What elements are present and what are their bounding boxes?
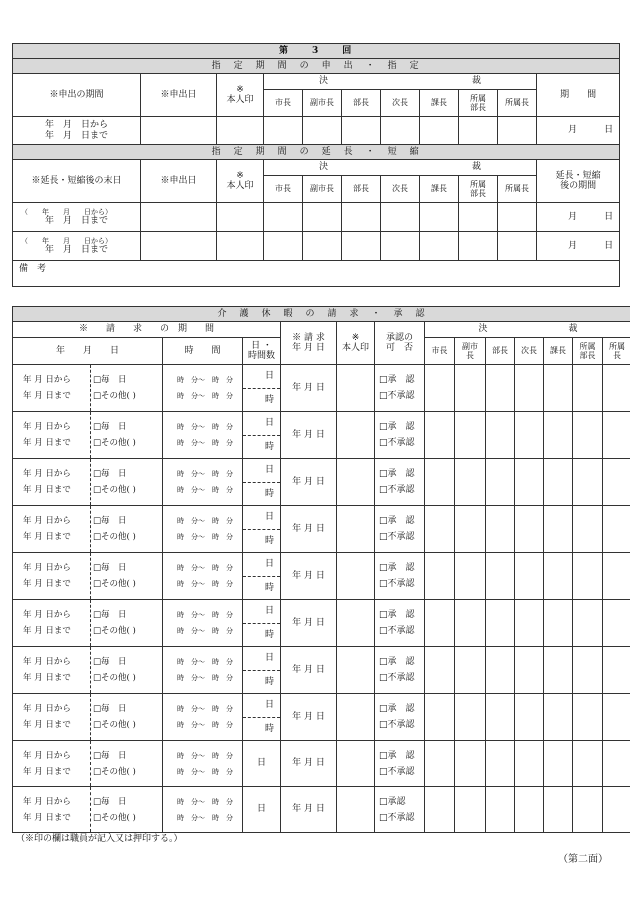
stamp-cell[interactable] (381, 117, 420, 145)
checkbox-other[interactable]: □その他( ) (93, 626, 136, 636)
approver-dept-director: 所属 部長 (459, 176, 498, 203)
period-option[interactable] (91, 741, 163, 787)
stamp-cell[interactable] (544, 365, 573, 412)
stamp-cell[interactable] (498, 203, 537, 232)
checkbox-other[interactable]: □その他( ) (93, 766, 136, 777)
period-option[interactable] (91, 412, 163, 459)
request-row (13, 694, 630, 741)
time-range[interactable]: 時 分～ 時 分 時 分～ 時 分 (163, 365, 243, 412)
footnote: （※印の欄は職員が記入又は押印する。） (16, 834, 183, 844)
seal-cell[interactable] (337, 647, 375, 694)
stamp-cell[interactable] (264, 117, 303, 145)
period-dates[interactable]: 年 月 日から 年 月 日まで (13, 412, 91, 459)
duration-cell[interactable]: 月 日 (537, 203, 620, 232)
request-date-cell[interactable]: 年 月 日 (281, 647, 337, 694)
approval-choice[interactable] (375, 412, 425, 459)
stamp-cell[interactable] (303, 117, 342, 145)
stamp-cell[interactable] (498, 117, 537, 145)
stamp-cell[interactable] (486, 694, 515, 741)
checkbox-daily[interactable]: □毎 日 (93, 375, 127, 385)
checkbox-other[interactable]: □その他( ) (93, 812, 136, 823)
header-seal: ※ 本人印 (217, 160, 264, 203)
time-range[interactable]: 時 分～ 時 分 時 分～ 時 分 (163, 553, 243, 600)
time-range[interactable]: 時 分～ 時 分 時 分～ 時 分 (163, 647, 243, 694)
header-request-date: ※申出日 (141, 74, 217, 117)
checkbox-daily[interactable]: □毎 日 (93, 657, 127, 667)
stamp-cell[interactable] (515, 694, 544, 741)
stamp-cell[interactable] (544, 741, 573, 787)
period-option[interactable] (91, 600, 163, 647)
header-extended-period: 延長・短縮 後の期間 (537, 160, 620, 203)
period-dates[interactable]: 年 月 日から 年 月 日まで (13, 787, 91, 833)
header-request-period: ※ 請 求 の 期 間 (13, 322, 281, 338)
stamp-cell[interactable] (303, 232, 342, 261)
time-range[interactable]: 時 分～ 時 分 時 分～ 時 分 (163, 600, 243, 647)
seal-cell[interactable] (217, 117, 264, 145)
request-rows (13, 365, 630, 833)
stamp-cell[interactable] (573, 600, 603, 647)
time-range[interactable]: 時 分～ 時 分 時 分～ 時 分 (163, 741, 243, 787)
period-cell[interactable]: 年 月 日から 年 月 日まで (13, 117, 141, 145)
stamp-cell[interactable] (515, 459, 544, 506)
stamp-cell[interactable] (573, 459, 603, 506)
period-option[interactable] (91, 365, 163, 412)
seal-cell[interactable] (337, 459, 375, 506)
approver-deputy-mayor: 副市長 (303, 90, 342, 117)
stamp-cell[interactable] (455, 459, 486, 506)
stamp-cell[interactable] (603, 459, 630, 506)
approver-mayor: 市長 (264, 90, 303, 117)
period-dates[interactable]: 年 月 日から 年 月 日まで (13, 553, 91, 600)
date-cell[interactable] (141, 232, 217, 261)
stamp-cell[interactable] (498, 232, 537, 261)
stamp-cell[interactable] (455, 365, 486, 412)
request-date-cell[interactable]: 年 月 日 (281, 787, 337, 833)
approver-section-chief: 課長 (420, 90, 459, 117)
stamp-cell[interactable] (455, 412, 486, 459)
checkbox-approve[interactable]: □承 認 (379, 469, 415, 479)
request-date-cell[interactable]: 年 月 日 (281, 506, 337, 553)
approver-dept-director: 所属 部長 (573, 338, 603, 365)
checkbox-daily[interactable]: □毎 日 (93, 563, 127, 573)
stamp-cell[interactable] (603, 412, 630, 459)
stamp-cell[interactable] (459, 232, 498, 261)
stamp-cell[interactable] (425, 506, 455, 553)
stamp-cell[interactable] (455, 787, 486, 833)
stamp-cell[interactable] (455, 647, 486, 694)
stamp-cell[interactable] (573, 506, 603, 553)
header-decision: 決 裁 (425, 322, 630, 338)
checkbox-daily[interactable]: □毎 日 (93, 610, 127, 620)
duration-cell[interactable]: 月 日 (537, 117, 620, 145)
stamp-cell[interactable] (425, 365, 455, 412)
seal-cell[interactable] (337, 506, 375, 553)
stamp-cell[interactable] (342, 117, 381, 145)
stamp-cell[interactable] (455, 694, 486, 741)
stamp-cell[interactable] (573, 787, 603, 833)
stamp-cell[interactable] (455, 553, 486, 600)
checkbox-other[interactable]: □その他( ) (93, 673, 136, 683)
stamp-cell[interactable] (603, 647, 630, 694)
approver-unit-head: 所属 長 (603, 338, 630, 365)
request-row (13, 787, 630, 833)
stamp-cell[interactable] (425, 741, 455, 787)
approval-choice[interactable] (375, 787, 425, 833)
stamp-cell[interactable] (573, 412, 603, 459)
stamp-cell[interactable] (342, 203, 381, 232)
stamp-cell[interactable] (459, 203, 498, 232)
stamp-cell[interactable] (381, 203, 420, 232)
request-date-cell[interactable]: 年 月 日 (281, 741, 337, 787)
approver-deputy-director: 次長 (381, 176, 420, 203)
checkbox-other[interactable]: □その他( ) (93, 720, 136, 730)
stamp-cell[interactable] (515, 647, 544, 694)
request-row (13, 600, 630, 647)
approver-mayor: 市長 (264, 176, 303, 203)
stamp-cell[interactable] (425, 600, 455, 647)
period-dates[interactable]: 年 月 日から 年 月 日まで (13, 506, 91, 553)
approver-dept-director: 所属 部長 (459, 90, 498, 117)
days-hours-cell[interactable]: 日 時 (243, 553, 281, 600)
request-row (13, 553, 630, 600)
care-leave-title: 介 護 休 暇 の 請 求 ・ 承 認 (13, 307, 630, 322)
stamp-cell[interactable] (603, 365, 630, 412)
days-hours-cell[interactable]: 日 時 (243, 694, 281, 741)
header-request-date: ※申出日 (141, 160, 217, 203)
stamp-cell[interactable] (544, 600, 573, 647)
header-seal: ※ 本人印 (337, 322, 375, 365)
period-option[interactable] (91, 694, 163, 741)
stamp-cell[interactable] (515, 365, 544, 412)
approver-deputy-director: 次長 (381, 90, 420, 117)
request-date-cell[interactable]: 年 月 日 (281, 459, 337, 506)
stamp-cell[interactable] (603, 600, 630, 647)
stamp-cell[interactable] (420, 117, 459, 145)
period-option[interactable] (91, 506, 163, 553)
approval-choice[interactable] (375, 694, 425, 741)
approval-choice[interactable] (375, 459, 425, 506)
header-days-hours: 日 ・ 時間数 (243, 338, 281, 365)
checkbox-approve[interactable]: □承 認 (379, 610, 415, 620)
stamp-cell[interactable] (264, 232, 303, 261)
approver-unit-head: 所属長 (498, 90, 537, 117)
stamp-cell[interactable] (486, 459, 515, 506)
approver-mayor: 市長 (425, 338, 455, 365)
approver-section-chief: 課長 (420, 176, 459, 203)
period-dates[interactable]: 年 月 日から 年 月 日まで (13, 600, 91, 647)
checkbox-reject[interactable]: □不承認 (379, 812, 415, 823)
stamp-cell[interactable] (515, 506, 544, 553)
checkbox-other[interactable]: □その他( ) (93, 485, 136, 495)
checkbox-reject[interactable]: □不承認 (379, 579, 415, 589)
request-date-cell[interactable]: 年 月 日 (281, 553, 337, 600)
period-option[interactable] (91, 787, 163, 833)
stamp-cell[interactable] (515, 600, 544, 647)
approver-deputy-mayor: 副市長 (303, 176, 342, 203)
stamp-cell[interactable] (486, 412, 515, 459)
request-row (13, 412, 630, 459)
days-hours-cell[interactable]: 日 時 (243, 506, 281, 553)
checkbox-reject[interactable]: □不承認 (379, 391, 415, 401)
days-hours-cell[interactable]: 日 (243, 741, 281, 787)
stamp-cell[interactable] (342, 232, 381, 261)
date-cell[interactable] (141, 117, 217, 145)
stamp-cell[interactable] (425, 647, 455, 694)
stamp-cell[interactable] (515, 553, 544, 600)
header-duration: 期 間 (537, 74, 620, 117)
period-dates[interactable]: 年 月 日から 年 月 日まで (13, 459, 91, 506)
stamp-cell[interactable] (486, 600, 515, 647)
stamp-cell[interactable] (573, 694, 603, 741)
checkbox-reject[interactable]: □不承認 (379, 532, 415, 542)
stamp-cell[interactable] (515, 741, 544, 787)
days-hours-cell[interactable]: 日 時 (243, 459, 281, 506)
header-date: 年 月 日 (13, 338, 163, 365)
request-row (13, 365, 630, 412)
stamp-cell[interactable] (544, 647, 573, 694)
request-row (13, 741, 630, 787)
stamp-cell[interactable] (603, 694, 630, 741)
seal-cell[interactable] (337, 365, 375, 412)
stamp-cell[interactable] (544, 553, 573, 600)
seal-cell[interactable] (217, 232, 264, 261)
stamp-cell[interactable] (603, 553, 630, 600)
page-label: （第二面） (558, 854, 608, 865)
stamp-cell[interactable] (303, 203, 342, 232)
date-cell[interactable] (141, 203, 217, 232)
checkbox-reject[interactable]: □不承認 (379, 766, 415, 777)
stamp-cell[interactable] (544, 459, 573, 506)
stamp-cell[interactable] (515, 412, 544, 459)
stamp-cell[interactable] (603, 506, 630, 553)
header-request-date: ※ 請 求 年 月 日 (281, 322, 337, 365)
stamp-cell[interactable] (486, 365, 515, 412)
period-option[interactable] (91, 553, 163, 600)
stamp-cell[interactable] (425, 694, 455, 741)
checkbox-daily[interactable]: □毎 日 (93, 796, 127, 807)
days-hours-cell[interactable]: 日 時 (243, 600, 281, 647)
time-range[interactable]: 時 分～ 時 分 時 分～ 時 分 (163, 787, 243, 833)
checkbox-reject[interactable]: □不承認 (379, 720, 415, 730)
approver-section-chief: 課長 (544, 338, 573, 365)
checkbox-other[interactable]: □その他( ) (93, 391, 136, 401)
approver-director: 部長 (486, 338, 515, 365)
days-hours-cell[interactable]: 日 時 (243, 365, 281, 412)
approval-choice[interactable] (375, 647, 425, 694)
stamp-cell[interactable] (455, 600, 486, 647)
time-range[interactable]: 時 分～ 時 分 時 分～ 時 分 (163, 694, 243, 741)
seal-cell[interactable] (337, 600, 375, 647)
stamp-cell[interactable] (486, 506, 515, 553)
stamp-cell[interactable] (486, 647, 515, 694)
stamp-cell[interactable] (459, 117, 498, 145)
checkbox-other[interactable]: □その他( ) (93, 438, 136, 448)
seal-cell[interactable] (217, 203, 264, 232)
stamp-cell[interactable] (515, 787, 544, 833)
stamp-cell[interactable] (544, 506, 573, 553)
stamp-cell[interactable] (544, 787, 573, 833)
seal-cell[interactable] (337, 694, 375, 741)
extension-period-cell[interactable]: （ 年 月 日から） 年 月 日まで (13, 232, 141, 261)
checkbox-approve[interactable]: □承 認 (379, 704, 415, 714)
stamp-cell[interactable] (425, 459, 455, 506)
time-range[interactable]: 時 分～ 時 分 時 分～ 時 分 (163, 459, 243, 506)
approval-choice[interactable] (375, 553, 425, 600)
designation-table (12, 43, 620, 287)
extension-period-cell[interactable]: （ 年 月 日から） 年 月 日まで (13, 203, 141, 232)
checkbox-reject[interactable]: □不承認 (379, 626, 415, 636)
period-option[interactable] (91, 459, 163, 506)
seal-cell[interactable] (337, 412, 375, 459)
checkbox-daily[interactable]: □毎 日 (93, 704, 127, 714)
approval-choice[interactable] (375, 600, 425, 647)
request-row (13, 647, 630, 694)
section-designation-title: 指 定 期 間 の 申 出 ・ 指 定 (13, 59, 620, 74)
checkbox-approve[interactable]: □承 認 (379, 422, 415, 432)
duration-cell[interactable]: 月 日 (537, 232, 620, 261)
header-approval: 承認の 可 否 (375, 322, 425, 365)
stamp-cell[interactable] (486, 741, 515, 787)
approver-unit-head: 所属長 (498, 176, 537, 203)
header-time: 時 間 (163, 338, 243, 365)
stamp-cell[interactable] (425, 412, 455, 459)
checkbox-approve[interactable]: □承 認 (379, 750, 415, 761)
header-seal: ※ 本人印 (217, 74, 264, 117)
stamp-cell[interactable] (425, 553, 455, 600)
header-request-period: ※申出の期間 (13, 74, 141, 117)
stamp-cell[interactable] (573, 741, 603, 787)
request-row (13, 506, 630, 553)
stamp-cell[interactable] (420, 232, 459, 261)
stamp-cell[interactable] (486, 553, 515, 600)
approver-deputy-mayor: 副市 長 (455, 338, 486, 365)
period-dates[interactable]: 年 月 日から 年 月 日まで (13, 365, 91, 412)
stamp-cell[interactable] (544, 412, 573, 459)
stamp-cell[interactable] (603, 741, 630, 787)
seal-cell[interactable] (337, 553, 375, 600)
remarks-field[interactable]: 備 考 (13, 261, 620, 287)
seal-cell[interactable] (337, 741, 375, 787)
stamp-cell[interactable] (381, 232, 420, 261)
stamp-cell[interactable] (573, 647, 603, 694)
checkbox-reject[interactable]: □不承認 (379, 673, 415, 683)
checkbox-daily[interactable]: □毎 日 (93, 516, 127, 526)
stamp-cell[interactable] (573, 553, 603, 600)
days-hours-cell[interactable]: 日 (243, 787, 281, 833)
time-range[interactable]: 時 分～ 時 分 時 分～ 時 分 (163, 506, 243, 553)
checkbox-approve[interactable]: □承 認 (379, 375, 415, 385)
checkbox-approve[interactable]: □承 認 (379, 563, 415, 573)
request-date-cell[interactable]: 年 月 日 (281, 365, 337, 412)
header-decision: 決 裁 (264, 160, 537, 176)
days-hours-cell[interactable]: 日 時 (243, 647, 281, 694)
request-date-cell[interactable]: 年 月 日 (281, 694, 337, 741)
period-dates[interactable]: 年 月 日から 年 月 日まで (13, 741, 91, 787)
round-title: 第 3 回 (13, 44, 620, 59)
checkbox-reject[interactable]: □不承認 (379, 438, 415, 448)
checkbox-approve[interactable]: □承 認 (379, 516, 415, 526)
checkbox-other[interactable]: □その他( ) (93, 532, 136, 542)
approval-choice[interactable] (375, 506, 425, 553)
seal-cell[interactable] (337, 787, 375, 833)
approver-director: 部長 (342, 90, 381, 117)
checkbox-approve[interactable]: □承認 (379, 796, 406, 807)
days-hours-cell[interactable]: 日 時 (243, 412, 281, 459)
time-range[interactable]: 時 分～ 時 分 時 分～ 時 分 (163, 412, 243, 459)
period-dates[interactable]: 年 月 日から 年 月 日まで (13, 694, 91, 741)
period-dates[interactable]: 年 月 日から 年 月 日まで (13, 647, 91, 694)
request-date-cell[interactable]: 年 月 日 (281, 600, 337, 647)
checkbox-approve[interactable]: □承 認 (379, 657, 415, 667)
approver-deputy-director: 次長 (515, 338, 544, 365)
approval-choice[interactable] (375, 741, 425, 787)
stamp-cell[interactable] (573, 365, 603, 412)
stamp-cell[interactable] (455, 506, 486, 553)
stamp-cell[interactable] (455, 741, 486, 787)
header-decision: 決 裁 (264, 74, 537, 90)
stamp-cell[interactable] (264, 203, 303, 232)
request-date-cell[interactable]: 年 月 日 (281, 412, 337, 459)
checkbox-daily[interactable]: □毎 日 (93, 750, 127, 761)
request-row (13, 459, 630, 506)
period-option[interactable] (91, 647, 163, 694)
checkbox-daily[interactable]: □毎 日 (93, 422, 127, 432)
section-extension-title: 指 定 期 間 の 延 長 ・ 短 縮 (13, 145, 620, 160)
checkbox-daily[interactable]: □毎 日 (93, 469, 127, 479)
stamp-cell[interactable] (603, 787, 630, 833)
stamp-cell[interactable] (420, 203, 459, 232)
checkbox-other[interactable]: □その他( ) (93, 579, 136, 589)
approval-choice[interactable] (375, 365, 425, 412)
stamp-cell[interactable] (486, 787, 515, 833)
stamp-cell[interactable] (544, 694, 573, 741)
approver-director: 部長 (342, 176, 381, 203)
care-leave-table (12, 306, 630, 833)
checkbox-reject[interactable]: □不承認 (379, 485, 415, 495)
header-extension-end: ※延長・短縮後の末日 (13, 160, 141, 203)
stamp-cell[interactable] (425, 787, 455, 833)
